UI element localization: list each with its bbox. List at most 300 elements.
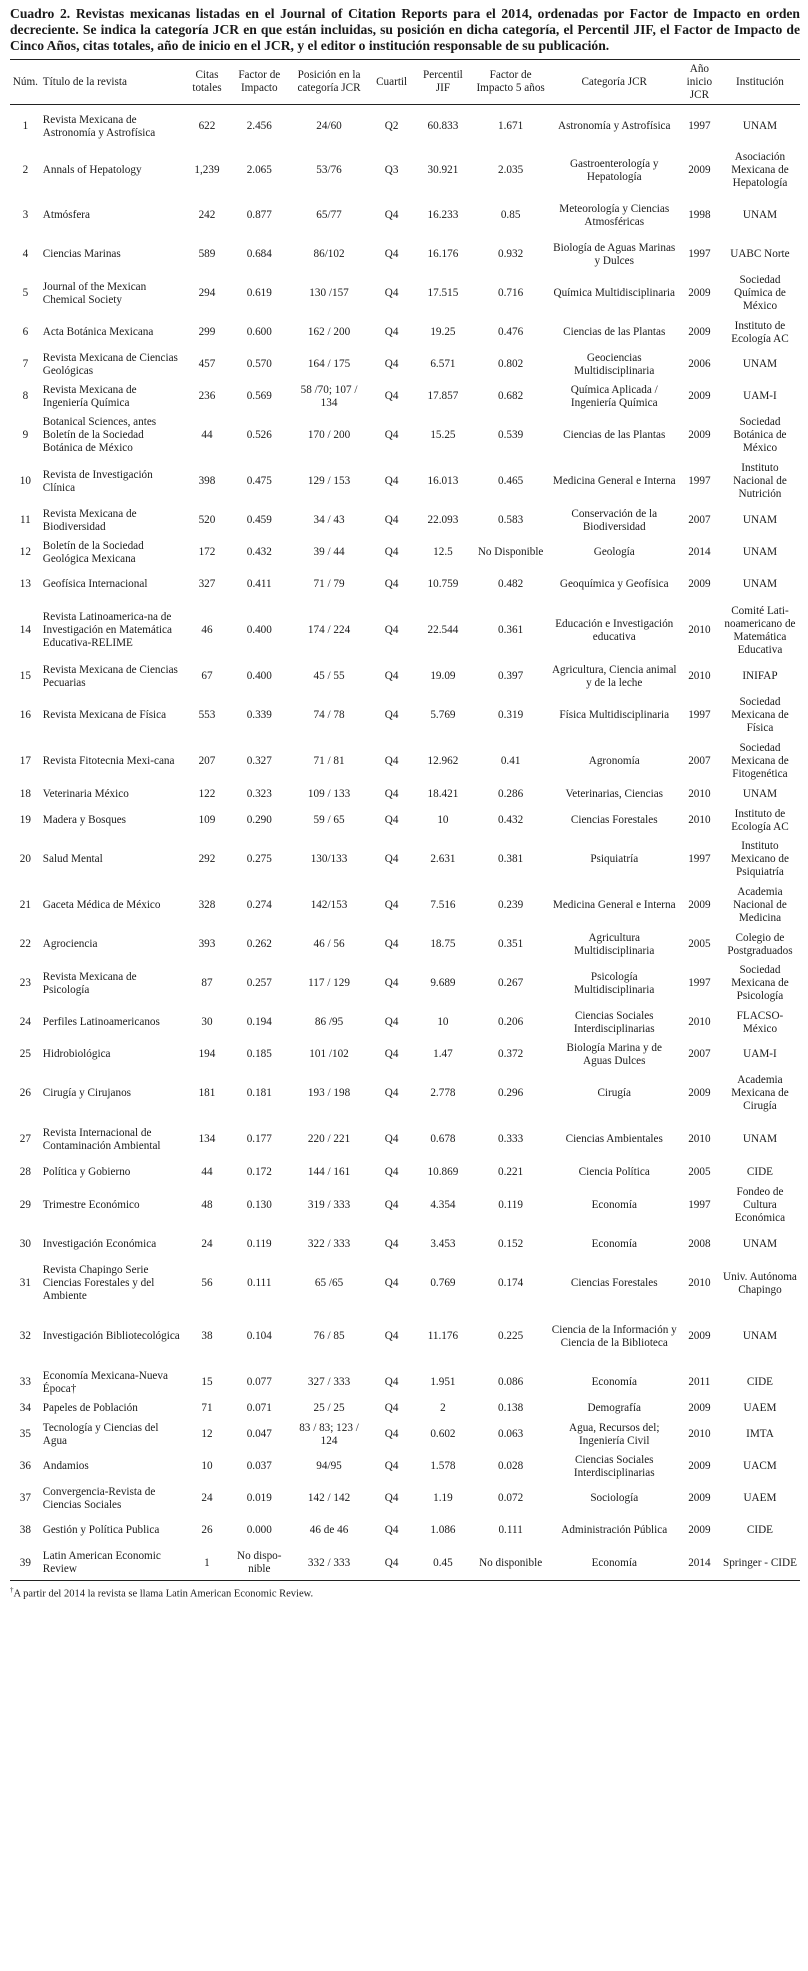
cell-quartile: Q4 — [384, 1330, 399, 1342]
cell-quartile: Q4 — [384, 1087, 399, 1099]
cell-jif-percentile: 22.544 — [427, 624, 459, 636]
table-row — [10, 537, 800, 569]
cell-impact-factor: 0.177 — [246, 1133, 272, 1145]
cell-num: 39 — [10, 1547, 41, 1581]
cell-title: Cirugía y Cirujanos — [42, 1087, 132, 1099]
cell-institution: Asociación Mexicana de Hepatología — [731, 151, 789, 189]
cell-jif-percentile: 19.09 — [430, 670, 456, 682]
cell-citations: 181 — [198, 1087, 216, 1099]
cell-jcr-category: Química Aplicada / Ingeniería Química — [570, 383, 658, 409]
table-row — [10, 1367, 800, 1399]
cell-jif-percentile: 4.354 — [430, 1199, 456, 1211]
cell-title: Tecnología y Ciencias del Agua — [42, 1421, 159, 1447]
cell-num: 5 — [22, 287, 29, 299]
cell-jcr-category: Psicología Multidisciplinaria — [574, 970, 655, 996]
cell-num: 10 — [19, 475, 31, 487]
cell-jcr-category: Biología Marina y de Aguas Dulces — [566, 1041, 662, 1067]
header-jcr-category: Categoría JCR — [550, 60, 679, 105]
table-row — [10, 929, 800, 961]
cell-impact-factor-5y: 0.351 — [498, 938, 524, 950]
cell-jif-percentile: 22.093 — [427, 514, 459, 526]
cell-citations: 172 — [198, 546, 216, 558]
cell-category-position: 34 / 43 — [313, 514, 345, 526]
table-row — [10, 317, 800, 349]
header-row — [10, 60, 800, 105]
cell-start-year: 1997 — [688, 1199, 711, 1211]
cell-start-year: 2009 — [688, 429, 711, 441]
cell-quartile: Q4 — [384, 788, 399, 800]
cell-jcr-category: Educación e Investigación educativa — [555, 617, 674, 643]
cell-jcr-category: Economía — [550, 1547, 679, 1581]
cell-num: 13 — [19, 578, 31, 590]
cell-num: 25 — [19, 1048, 31, 1060]
cell-impact-factor-5y: No disponible — [472, 1547, 550, 1581]
table-row — [10, 1229, 800, 1261]
table-row — [10, 1117, 800, 1163]
table-row — [10, 349, 800, 381]
cell-start-year: 2014 — [688, 546, 711, 558]
table-row — [10, 601, 800, 661]
header-title: Título de la revista — [41, 60, 185, 105]
cell-impact-factor-5y: 0.381 — [498, 853, 524, 865]
cell-title: Revista Mexicana de Psicología — [42, 970, 137, 996]
cell-citations: 1,239 — [194, 164, 220, 176]
cell-title: Revista Fitotecnia Mexi-cana — [42, 755, 175, 767]
cell-jcr-category: Medicina General e Interna — [552, 475, 676, 487]
cell-institution: Instituto Mexicano de Psiquiatría — [730, 840, 789, 878]
cell-impact-factor-5y: 0.583 — [498, 514, 524, 526]
cell-institution: UNAM — [742, 546, 778, 558]
cell-start-year: 1997 — [688, 853, 711, 865]
cell-jif-percentile: 16.176 — [427, 248, 459, 260]
table-row — [10, 1071, 800, 1117]
cell-jif-percentile: 1.47 — [433, 1048, 453, 1060]
cell-quartile: Q4 — [384, 1402, 399, 1414]
cell-impact-factor: 0.185 — [246, 1048, 272, 1060]
cell-institution: Academia Nacional de Medicina — [733, 886, 787, 924]
cell-category-position: 86 /95 — [314, 1016, 344, 1028]
cell-citations: 457 — [198, 358, 216, 370]
cell-start-year: 1997 — [688, 248, 711, 260]
table-row — [10, 1163, 800, 1183]
cell-citations: 46 — [201, 624, 213, 636]
cell-impact-factor: 0.526 — [246, 429, 272, 441]
cell-category-position: 24/60 — [316, 120, 342, 133]
cell-institution: Instituto de Ecología AC — [731, 319, 789, 345]
cell-impact-factor: 0.172 — [246, 1166, 272, 1178]
cell-jif-percentile: 10.869 — [427, 1166, 459, 1178]
cell-citations: 134 — [198, 1133, 216, 1145]
cell-jcr-category: Astronomía y Astrofísica — [558, 120, 671, 133]
cell-citations: 294 — [198, 287, 216, 299]
cell-jif-percentile: 10 — [437, 814, 449, 826]
cell-impact-factor-5y: 0.152 — [498, 1238, 524, 1250]
cell-category-position: 129 / 153 — [307, 475, 351, 487]
cell-jcr-category: Agua, Recursos del; Ingeniería Civil — [569, 1421, 660, 1447]
cell-quartile: Q4 — [369, 1547, 414, 1581]
cell-quartile: Q4 — [384, 1277, 399, 1289]
table-row — [10, 1399, 800, 1419]
cell-impact-factor: 0.684 — [246, 248, 272, 260]
cell-impact-factor-5y: 0.267 — [498, 977, 524, 989]
table-row — [10, 459, 800, 505]
table-row — [10, 785, 800, 805]
cell-category-position: 130 /157 — [309, 287, 349, 299]
cell-title: Salud Mental — [42, 853, 103, 865]
cell-institution: IMTA — [746, 1428, 774, 1440]
cell-jif-percentile: 1.086 — [430, 1524, 456, 1536]
cell-quartile: Q4 — [384, 1238, 399, 1250]
cell-impact-factor: 0.019 — [246, 1492, 272, 1504]
cell-institution: UNAM — [742, 1330, 778, 1342]
cell-num: 32 — [19, 1330, 31, 1342]
cell-quartile: Q4 — [384, 1376, 399, 1388]
cell-citations: 44 — [201, 429, 213, 441]
cell-category-position: 65/77 — [316, 209, 342, 221]
cell-impact-factor-5y: 0.372 — [498, 1048, 524, 1060]
cell-impact-factor-5y: 0.319 — [498, 709, 524, 721]
cell-jcr-category: Biología de Aguas Marinas y Dulces — [553, 241, 676, 267]
cell-jcr-category: Ciencias Ambientales — [565, 1133, 663, 1145]
cell-quartile: Q4 — [384, 390, 399, 402]
cell-citations: 398 — [198, 475, 216, 487]
cell-jcr-category: Geoquímica y Geofísica — [559, 578, 669, 590]
cell-category-position: 142/153 — [310, 899, 348, 911]
cell-category-position: 25 / 25 — [313, 1402, 345, 1414]
cell-num: 36 — [19, 1460, 31, 1472]
cell-quartile: Q4 — [384, 709, 399, 721]
cell-quartile: Q4 — [384, 755, 399, 767]
table-row — [10, 1515, 800, 1547]
cell-title: Atmósfera — [42, 209, 90, 221]
cell-jcr-category: Gastroenterología y Hepatología — [569, 157, 659, 183]
cell-citations: 242 — [198, 209, 216, 221]
cell-impact-factor-5y: 0.333 — [498, 1133, 524, 1145]
cell-institution: UAEM — [743, 1492, 777, 1504]
cell-jif-percentile: 60.833 — [427, 120, 459, 133]
cell-jif-percentile: 1.578 — [430, 1460, 456, 1472]
cell-num: 15 — [19, 670, 31, 682]
cell-impact-factor: 0.323 — [246, 788, 272, 800]
header-impact-factor-5y: Factor de Impacto 5 años — [472, 60, 550, 105]
cell-num: 28 — [19, 1166, 31, 1178]
cell-jif-percentile: 16.233 — [427, 209, 459, 221]
cell-impact-factor: 0.257 — [246, 977, 272, 989]
table-row — [10, 837, 800, 883]
cell-title: Boletín de la Sociedad Geológica Mexicana — [42, 539, 144, 565]
cell-institution: UAM-I — [743, 390, 777, 402]
cell-citations: 24 — [201, 1492, 213, 1504]
cell-title: Ciencias Marinas — [42, 248, 121, 260]
cell-institution: Sociedad Mexicana de Psicología — [731, 964, 789, 1002]
table-row — [10, 739, 800, 785]
cell-citations: 327 — [198, 578, 216, 590]
cell-jif-percentile: 7.516 — [430, 899, 456, 911]
cell-num: 20 — [19, 853, 31, 865]
cell-institution: UNAM — [742, 514, 778, 526]
cell-num: 3 — [22, 209, 29, 221]
cell-title: Economía Mexicana-Nueva Época† — [42, 1369, 168, 1395]
cell-jif-percentile: 10 — [437, 1016, 449, 1028]
cell-category-position: 164 / 175 — [307, 358, 351, 370]
cell-title: Madera y Bosques — [42, 814, 127, 826]
cell-impact-factor: 0.262 — [246, 938, 272, 950]
cell-impact-factor-5y: No Disponible — [477, 546, 544, 558]
cell-impact-factor: No dispo-nible — [230, 1547, 290, 1581]
table-caption: Cuadro 2. Revistas mexicanas listadas en el Journal of Citation Reports para el 2014, ordenadas por Factor de Impacto en orden decreciente. Se indica la categoría JCR en que están incluidas, su posición en dicha categoría, el Percentil JIF, el Factor de Impacto de Cinco Años, citas totales, año de inicio en el JCR, y el editor o institución responsable de su publicación. — [10, 6, 800, 53]
cell-title: Investigación Bibliotecológica — [42, 1330, 180, 1342]
cell-num: 4 — [22, 248, 29, 260]
cell-quartile: Q4 — [384, 514, 399, 526]
cell-title: Revista Chapingo Serie Ciencias Forestales y del Ambiente — [42, 1264, 155, 1302]
cell-institution: CIDE — [746, 1166, 773, 1178]
cell-title: Latin American Economic Review — [41, 1547, 185, 1581]
cell-quartile: Q3 — [384, 164, 399, 176]
cell-jcr-category: Conservación de la Biodiversidad — [571, 507, 658, 533]
cell-start-year: 2007 — [688, 755, 711, 767]
cell-jcr-category: Agronomía — [588, 755, 640, 767]
cell-num: 35 — [19, 1428, 31, 1440]
cell-impact-factor-5y: 0.716 — [498, 287, 524, 299]
cell-citations: 48 — [201, 1199, 213, 1211]
cell-quartile: Q4 — [384, 1166, 399, 1178]
cell-jif-percentile: 0.45 — [414, 1547, 471, 1581]
cell-start-year: 2009 — [688, 1524, 711, 1536]
cell-category-position: 65 /65 — [314, 1277, 344, 1289]
table-header — [10, 60, 800, 105]
cell-quartile: Q4 — [384, 1199, 399, 1211]
cell-institution: Univ. Autónoma Chapingo — [723, 1270, 797, 1296]
cell-num: 23 — [19, 977, 31, 989]
cell-impact-factor-5y: 0.111 — [498, 1524, 523, 1536]
cell-impact-factor-5y: 0.85 — [500, 209, 521, 221]
cell-citations: 122 — [198, 788, 216, 800]
cell-institution: Fondeo de Cultura Económica — [734, 1186, 786, 1224]
cell-jif-percentile: 16.013 — [427, 475, 459, 487]
cell-impact-factor: 0.400 — [246, 670, 272, 682]
table-row — [10, 239, 800, 271]
footnote — [10, 1584, 800, 1601]
cell-quartile: Q4 — [384, 248, 399, 260]
cell-num: 2 — [22, 164, 29, 176]
cell-impact-factor: 0.111 — [247, 1277, 272, 1289]
table-row — [10, 883, 800, 929]
cell-jcr-category: Economía — [591, 1199, 637, 1211]
table-row — [10, 505, 800, 537]
table-row — [10, 569, 800, 601]
cell-institution: Springer - CIDE — [720, 1547, 800, 1581]
cell-institution: UACM — [743, 1460, 777, 1472]
cell-jif-percentile: 15.25 — [430, 429, 456, 441]
cell-title: Revista Mexicana de Ingeniería Química — [42, 383, 137, 409]
table-row — [10, 149, 800, 193]
cell-category-position: 144 / 161 — [307, 1166, 351, 1178]
cell-jcr-category: Ciencias de las Plantas — [563, 429, 666, 441]
cell-num: 29 — [19, 1199, 31, 1211]
cell-category-position: 86/102 — [313, 248, 345, 260]
cell-category-position: 59 / 65 — [313, 814, 345, 826]
cell-institution: UNAM — [742, 1133, 778, 1145]
cell-institution: Sociedad Botánica de México — [733, 416, 787, 454]
cell-institution: UNAM — [742, 120, 778, 133]
cell-jcr-category: Ciencias Forestales — [570, 1277, 658, 1289]
cell-quartile: Q4 — [384, 624, 399, 636]
cell-title: Veterinaria México — [42, 788, 129, 800]
header-citations: Citas totales — [184, 60, 229, 105]
cell-impact-factor: 0.600 — [246, 326, 272, 338]
cell-jcr-category: Demografía — [587, 1402, 641, 1414]
cell-impact-factor-5y: 0.465 — [498, 475, 524, 487]
cell-citations: 207 — [198, 755, 216, 767]
header-start-year: Año inicio JCR — [679, 60, 720, 105]
cell-start-year: 1998 — [688, 209, 711, 221]
cell-title: Gestión y Política Publica — [42, 1524, 160, 1536]
cell-impact-factor: 0.411 — [246, 578, 272, 590]
cell-impact-factor-5y: 0.086 — [498, 1376, 524, 1388]
cell-institution: UNAM — [742, 1238, 778, 1250]
cell-quartile: Q4 — [384, 670, 399, 682]
cell-title: Revista Mexicana de Física — [42, 709, 167, 721]
cell-title: Gaceta Médica de México — [42, 899, 161, 911]
cell-jif-percentile: 18.75 — [430, 938, 456, 950]
cell-impact-factor-5y: 0.482 — [498, 578, 524, 590]
cell-title: Annals of Hepatology — [42, 164, 142, 176]
cell-num: 27 — [19, 1133, 31, 1145]
header-institution: Institución — [720, 60, 800, 105]
cell-impact-factor-5y: 0.174 — [498, 1277, 524, 1289]
cell-quartile: Q4 — [384, 1016, 399, 1028]
cell-category-position: 45 / 55 — [313, 670, 345, 682]
cell-institution: UAEM — [743, 1402, 777, 1414]
cell-impact-factor-5y: 0.221 — [498, 1166, 524, 1178]
cell-title: Perfiles Latinoamericanos — [42, 1016, 160, 1028]
cell-title: Geofísica Internacional — [42, 578, 148, 590]
cell-institution: CIDE — [746, 1524, 773, 1536]
cell-citations: 622 — [198, 120, 216, 133]
cell-citations: 24 — [201, 1238, 213, 1250]
cell-institution: Comité Lati-noamericano de Matemática Educativa — [724, 604, 796, 656]
cell-citations: 12 — [201, 1428, 213, 1440]
cell-institution: Sociedad Química de México — [734, 274, 786, 312]
cell-start-year: 2010 — [688, 624, 711, 636]
cell-category-position: 322 / 333 — [307, 1238, 351, 1250]
cell-category-position: 170 / 200 — [307, 429, 351, 441]
cell-impact-factor: 0.569 — [246, 390, 272, 402]
cell-citations: 194 — [198, 1048, 216, 1060]
cell-start-year: 2009 — [688, 1460, 711, 1472]
cell-num: 8 — [22, 390, 29, 402]
cell-title: Revista de Investigación Clínica — [42, 468, 153, 494]
cell-impact-factor: 0.181 — [246, 1087, 272, 1099]
table-row — [10, 1039, 800, 1071]
cell-num: 14 — [19, 624, 31, 636]
cell-jif-percentile: 0.602 — [430, 1428, 456, 1440]
cell-start-year: 2005 — [688, 938, 711, 950]
cell-category-position: 220 / 221 — [307, 1133, 351, 1145]
cell-num: 7 — [22, 358, 29, 370]
cell-start-year: 1997 — [688, 475, 711, 487]
table-row — [10, 1419, 800, 1451]
cell-start-year: 2008 — [688, 1238, 711, 1250]
cell-citations: 393 — [198, 938, 216, 950]
cell-start-year: 2010 — [688, 788, 711, 800]
cell-citations: 44 — [201, 1166, 213, 1178]
cell-quartile: Q4 — [384, 1460, 399, 1472]
cell-impact-factor: 0.130 — [246, 1199, 272, 1211]
header-quartile: Cuartil — [369, 60, 414, 105]
cell-citations: 1 — [184, 1547, 229, 1581]
cell-num: 6 — [22, 326, 29, 338]
cell-title: Andamios — [42, 1460, 89, 1472]
cell-institution: Academia Mexicana de Cirugía — [731, 1074, 789, 1112]
cell-impact-factor: 0.194 — [246, 1016, 272, 1028]
footnote-mark: † — [10, 1586, 14, 1594]
cell-quartile: Q4 — [384, 814, 399, 826]
cell-num: 19 — [19, 814, 31, 826]
cell-category-position: 83 / 83; 123 / 124 — [299, 1421, 359, 1447]
cell-title: Investigación Económica — [42, 1238, 157, 1250]
cell-impact-factor-5y: 0.361 — [498, 624, 524, 636]
cell-jcr-category: Física Multidisciplinaria — [559, 709, 670, 721]
cell-impact-factor-5y: 0.476 — [498, 326, 524, 338]
cell-start-year: 2010 — [688, 1016, 711, 1028]
cell-start-year: 2007 — [688, 1048, 711, 1060]
cell-jcr-category: Ciencia Política — [578, 1166, 650, 1178]
cell-start-year: 1997 — [688, 709, 711, 721]
cell-title: Revista Mexicana de Biodiversidad — [42, 507, 137, 533]
footnote-text: A partir del 2014 la revista se llama Latin American Economic Review. — [13, 1588, 314, 1600]
table-row — [10, 661, 800, 693]
table-row — [10, 1007, 800, 1039]
cell-start-year: 2005 — [688, 1166, 711, 1178]
cell-impact-factor: 2.456 — [246, 120, 272, 133]
cell-impact-factor-5y: 0.682 — [498, 390, 524, 402]
cell-title: Revista Mexicana de Ciencias Pecuarias — [42, 663, 178, 689]
cell-jif-percentile: 2.631 — [430, 853, 456, 865]
cell-institution: UNAM — [742, 578, 778, 590]
cell-jif-percentile: 19.25 — [430, 326, 456, 338]
cell-institution: FLACSO-México — [736, 1009, 784, 1035]
cell-quartile: Q4 — [384, 209, 399, 221]
cell-quartile: Q4 — [384, 938, 399, 950]
cell-category-position: 319 / 333 — [307, 1199, 351, 1211]
cell-impact-factor: 0.119 — [246, 1238, 272, 1250]
table-row — [10, 105, 800, 149]
cell-impact-factor: 0.327 — [246, 755, 272, 767]
cell-impact-factor-5y: 0.932 — [498, 248, 524, 260]
cell-category-position: 332 / 333 — [289, 1547, 369, 1581]
cell-category-position: 71 / 79 — [313, 578, 345, 590]
cell-jcr-category: Geología — [593, 546, 635, 558]
cell-institution: UNAM — [742, 209, 778, 221]
cell-category-position: 117 / 129 — [308, 977, 350, 989]
cell-jcr-category: Psiquiatría — [590, 853, 639, 865]
table-row — [10, 1451, 800, 1483]
cell-impact-factor-5y: 0.41 — [500, 755, 521, 767]
table-row — [10, 413, 800, 459]
cell-jif-percentile: 12.962 — [427, 755, 459, 767]
cell-impact-factor-5y: 2.035 — [498, 164, 524, 176]
cell-impact-factor: 0.077 — [246, 1376, 272, 1388]
cell-impact-factor-5y: 0.239 — [498, 899, 524, 911]
cell-jcr-category: Geociencias Multidisciplinaria — [574, 351, 655, 377]
cell-jcr-category: Ciencia de la Información y Ciencia de la Biblioteca — [551, 1323, 677, 1349]
cell-impact-factor: 0.071 — [246, 1402, 272, 1414]
cell-jcr-category: Ciencias de las Plantas — [563, 326, 666, 338]
cell-impact-factor-5y: 0.063 — [498, 1428, 524, 1440]
cell-start-year: 2009 — [688, 1492, 711, 1504]
cell-citations: 71 — [201, 1402, 213, 1414]
